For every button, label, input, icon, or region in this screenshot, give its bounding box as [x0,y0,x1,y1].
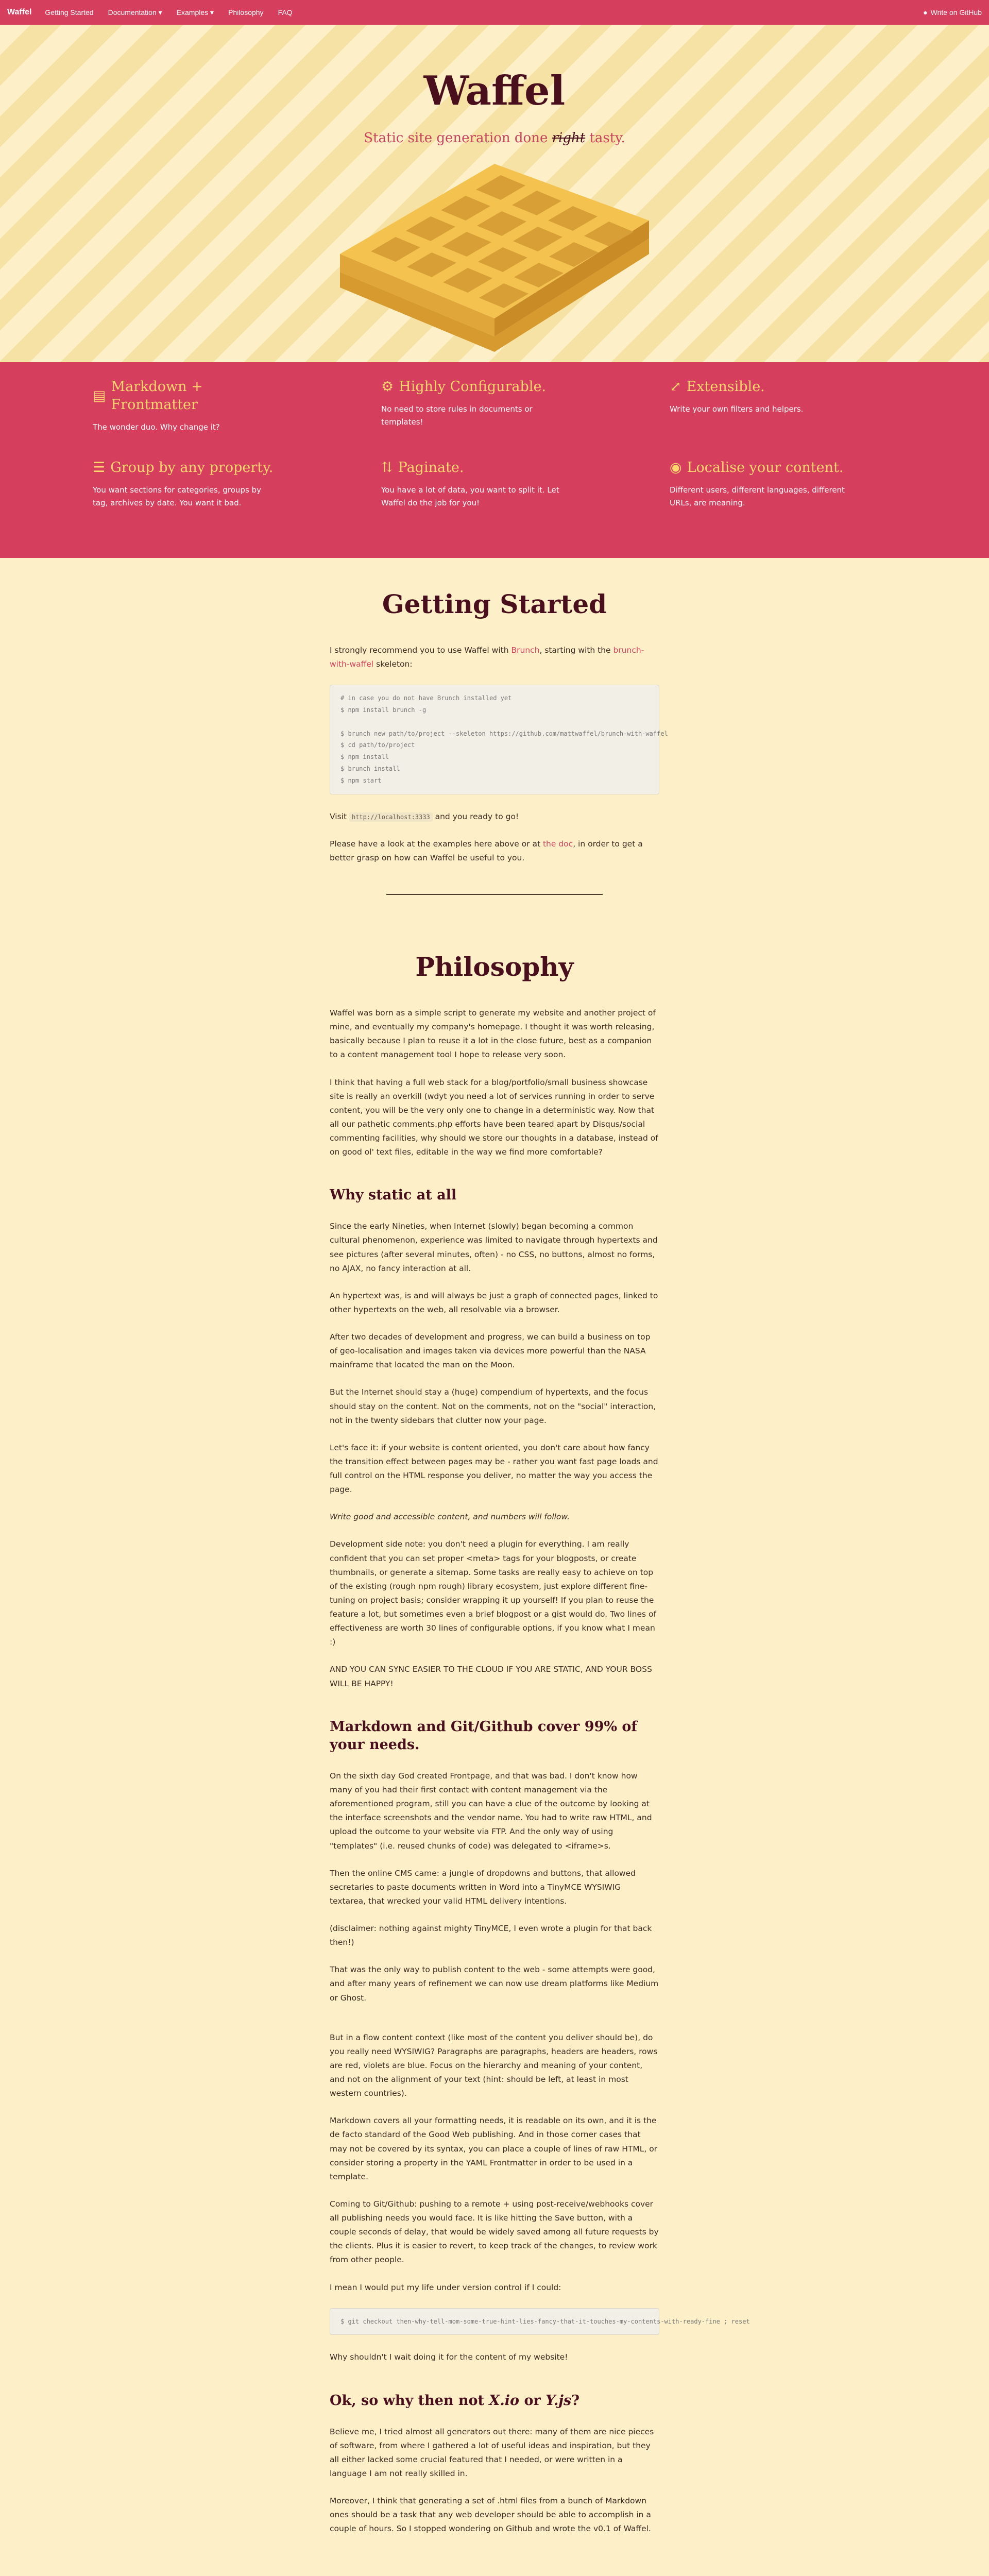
brunch-link[interactable]: Brunch [511,646,540,655]
markdown-paragraph: Why shouldn't I wait doing it for the content of my website! [330,2352,568,2362]
markdown-paragraph: Coming to Git/Github: pushing to a remote + using post-receive/webhooks cover all publishing needs you would face. It is like hitting the Save button, with a couple seconds of delay, that would be widely saved among all future requests by the clients. Plus it is easier to revert, to keep track of the changes, to review work from other people. [330,2199,659,2265]
feature-text: Different users, different languages, different URLs, are meaning. [670,485,845,507]
feature-text: Write your own filters and helpers. [670,404,804,414]
feature-title-text: Extensible. [686,379,765,395]
nav-getting-started[interactable]: Getting Started [45,8,94,16]
why-static-paragraph: Since the early Nineties, when Internet (slowly) began becoming a common cultural phenomenon, experience was limited to navigate through hypertexts and see pictures (after several minutes, often) - no CSS, no buttons, almost no forms, no AJAX, no fancy interaction at all. [330,1222,658,1273]
feature-text: No need to store rules in documents or templates! [381,404,533,427]
why-static-paragraph [330,1510,659,1524]
feature-title [381,378,567,396]
hero-title: Waffel [423,67,566,114]
markdown-paragraph: That was the only way to publish content to the web - some attempts were good, and after many years of refinement we can now use dream platforms like Medium or Ghost. [330,1965,659,2003]
github-label: Write on GitHub [930,8,982,16]
examples-pre: Please have a look at the examples here above or at [330,839,543,849]
visit-post: and you ready to go! [432,811,519,821]
markdown-git-heading: Markdown and Git/Github cover 99% of your needs. [330,1718,638,1753]
feature-markdown [93,378,278,434]
philosophy-heading: Philosophy [415,952,574,982]
intro-text: , starting with the [539,646,613,655]
git-code-block: $ git checkout then-why-tell-mom-some-true-hint-lies-fancy-that-it-touches-my-contents-with-ready-fine ; reset [330,2308,659,2335]
nav-faq[interactable]: FAQ [278,8,293,16]
globe-icon: ◉ [670,459,682,476]
why-not-pre: Ok, so why then not [330,2392,489,2409]
feature-text: You want sections for categories, groups by tag, archives by date. You want it bad. [93,485,261,507]
why-not-y: Y.js [545,2392,572,2409]
nav-documentation-label: Documentation [108,8,157,16]
nav-philosophy[interactable]: Philosophy [228,8,264,16]
tagline-strike: right [552,130,586,146]
examples-text [330,837,659,865]
feature-title-text: Group by any property. [110,459,274,476]
why-static-heading: Why static at all [330,1187,457,1204]
feature-configurable [381,378,567,434]
hero-tagline [0,127,989,150]
group-icon: ☰ [93,459,106,476]
why-static-paragraph: Let's face it: if your website is content oriented, you don't care about how fancy the transition effect between pages may be - rather you want fast page loads and full control on the HTML response you deliver, no matter the way you access the page. [330,1443,658,1495]
waffle-illustration [330,164,659,344]
feature-paginate [381,459,567,510]
markdown-paragraph: (disclaimer: nothing against mighty TinyMCE, I even wrote a plugin for that back then!) [330,1924,652,1947]
tagline-end: tasty. [585,130,625,146]
markdown-paragraph: On the sixth day God created Frontpage, and that was bad. I don't know how many of you had their first contact with content management via the aforementioned program, still you can have a clue of the outcome by looking at the interface screenshots and the vendor name. You had to write raw HTML, and upload the outcome to your website via FTP. And the only way of using "templates" (i.e. reused chunks of code) was delegated to <iframe>s. [330,1771,652,1851]
why-not-paragraph: Moreover, I think that generating a set of .html files from a bunch of Markdown ones should be a task that any web developer should be able to accomplish in a couple of hours. So I stopped wondering on Github and wrote the v0.1 of Waffel. [330,2496,651,2534]
why-static-paragraph: An hypertext was, is and will always be just a graph of connected pages, linked to other hypertexts on the web, all resolvable via a browser. [330,1291,658,1314]
why-not-post: ? [571,2392,580,2409]
feature-title-text: Markdown + Frontmatter [111,379,203,413]
doc-link[interactable]: the doc [542,839,573,849]
why-not-x: X.io [489,2392,520,2409]
visit-text [330,810,659,824]
top-navbar [0,0,989,25]
why-not-heading [330,2392,659,2410]
examples-post: , in order to get a better grasp on how can Waffel be useful to you. [330,839,643,862]
waffle-icon [330,164,659,339]
expand-icon: ⤢ [670,379,681,395]
main-content [330,558,750,2576]
philosophy-paragraph: I think that having a full web stack for a blog/portfolio/small business showcase site is really an overkill (wdyt you need a lot of services running in order to serve content, you will be the very only one to change in a deterministic way. Now that all our pathetic comments.php efforts have been teared apart by Disqus/social commenting facilities, why should we store our thoughts in a database, instead of on good ol' text files, editable in the way we find more comfortable? [330,1077,658,1157]
feature-title [670,459,855,477]
feature-title-text: Localise your content. [687,459,844,476]
chevron-down-icon: ▾ [158,8,162,16]
why-static-paragraph: But the Internet should stay a (huge) compendium of hypertexts, and the focus should stay on the content. Not on the comments, not on the "social" interaction, not in the twenty sidebars that clutter now your page. [330,1387,656,1425]
markdown-paragraph: I mean I would put my life under version control if I could: [330,2282,561,2292]
philosophy-paragraph: Waffel was born as a simple script to generate my website and another project of mine, and eventually my company's homepage. I thought it was worth releasing, basically because I plan to reuse it a lot in the close future, best as a companion to a content management tool I hope to release very soon. [330,1008,656,1060]
getting-started-intro [330,643,659,671]
feature-title [670,378,855,396]
feature-group [93,459,278,510]
feature-localise [670,459,855,510]
feature-title [93,459,278,477]
markdown-paragraph: Then the online CMS came: a jungle of dropdowns and buttons, that allowed secretaries to paste documents written in Word into a TinyMCE WYSIWIG textarea, that wrecked your valid HTML delivery intentions. [330,1868,636,1906]
localhost-code: http://localhost:3333 [349,812,433,822]
github-link[interactable] [923,6,982,19]
nav-documentation[interactable] [108,6,162,19]
why-static-paragraph: Development side note: you don't need a plugin for everything. I am really confident that you can set proper <meta> tags for your blogposts, or create thumbnails, or generate a sitemap. Some tasks are really easy to achieve on top of the existing (rough npm rough) library ecosystem, just explore different fine-tuning on project basis; consider wrapping it up yourself! If you plan to reuse the feature a lot, but sometimes even a brief blogpost or a gist would do. Two lines of effectiveness are worth 30 lines of configurable options, if you know what I mean :) [330,1539,656,1647]
why-not-paragraph: Believe me, I tried almost all generators out there: many of them are nice pieces of software, from where I gathered a lot of useful ideas and inspiration, but they all either lacked some crucial featured that I needed, or were written in a language I am not really skilled in. [330,2427,654,2479]
getting-started-heading: Getting Started [382,589,607,619]
skeleton-link[interactable]: brunch-with-waffel [330,646,644,669]
markdown-paragraph: Markdown covers all your formatting needs, it is readable on its own, and it is the de facto standard of the Good Web publishing. And in those corner cases that may not be covered by its syntax, you can place a couple of lines of raw HTML, or consider storing a property in the YAML Frontmatter in order to be used in a template. [330,2116,658,2181]
gear-icon: ⚙ [381,379,394,395]
visit-pre: Visit [330,811,349,821]
feature-extensible [670,378,855,434]
chevron-down-icon: ▾ [210,8,214,16]
install-code-block: # in case you do not have Brunch installed yet $ npm install brunch -g $ brunch new path/to/project --skeleton https://github.com/mattwaffel/brunch-with-waffel $ cd path/to/project $ npm install $ brunch install $ npm start [330,685,659,794]
nav-examples-label: Examples [176,8,209,16]
feature-title [381,459,567,477]
paginate-icon: ⇅ [381,459,393,476]
section-divider [386,2557,603,2558]
brand-link[interactable]: Waffel [7,8,32,16]
why-not-mid: or [519,2392,546,2409]
feature-text: You have a lot of data, you want to split it. Let Waffel do the job for you! [381,485,559,507]
nav-examples[interactable] [177,6,214,19]
github-icon: ● [923,8,928,16]
features-grid [93,378,896,510]
why-static-paragraph: After two decades of development and progress, we can build a business on top of geo-localisation and images taken via devices more powerful than the NASA mainframe that located the man on the Moon. [330,1332,651,1370]
feature-title-text: Highly Configurable. [399,379,547,395]
markdown-paragraph: But in a flow content context (like most of the content you deliver should be), do you really need WYSIWIG? Paragraphs are paragraphs, headers are headers, rows are red, violets are blue. Focus on the hierarchy and meaning of your content, and not on the alignment of your text (hint: should be left, at least in most western countries). [330,2032,658,2098]
feature-title-text: Paginate. [398,459,464,476]
why-static-paragraph: AND YOU CAN SYNC EASIER TO THE CLOUD IF YOU ARE STATIC, AND YOUR BOSS WILL BE HAPPY! [330,1665,652,1688]
feature-title [93,378,278,414]
feature-text: The wonder duo. Why change it? [93,422,220,432]
intro-text: I strongly recommend you to use Waffel with [330,646,511,655]
intro-text: skeleton: [373,659,413,669]
why-static-italic: Write good and accessible content, and numbers will follow. [330,1512,570,1522]
hero-section [0,25,989,362]
section-divider [386,894,603,895]
markdown-icon: ▤ [93,387,106,404]
tagline-start: Static site generation done [364,130,552,146]
features-section [0,362,989,558]
